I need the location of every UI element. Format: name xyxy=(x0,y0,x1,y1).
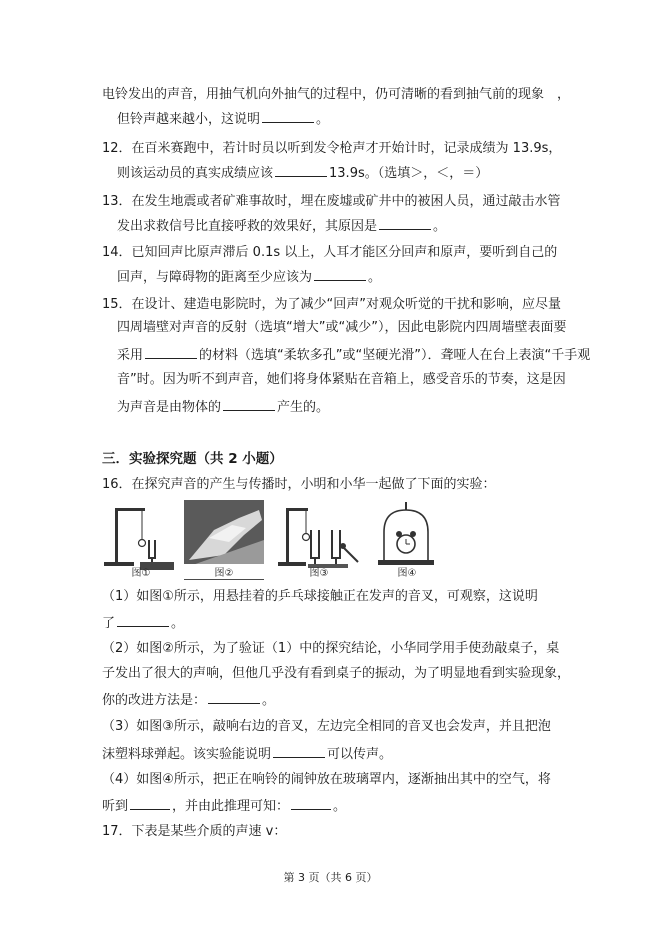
answer-blank[interactable] xyxy=(273,745,325,758)
answer-blank[interactable] xyxy=(130,797,170,810)
answer-blank[interactable] xyxy=(262,110,314,123)
answer-blank[interactable] xyxy=(275,164,327,177)
answer-blank[interactable] xyxy=(208,691,260,704)
q17-stem: 17．下表是某些介质的声速 v： xyxy=(102,824,287,839)
q15-line-5: 为声音是由物体的 产生的。 xyxy=(117,400,330,415)
answer-blank[interactable] xyxy=(379,217,431,230)
q16-part2-line-2: 子发出了很大的声响，但他几乎没有看到桌子的振动，为了明显地看到实验现象， xyxy=(102,666,571,681)
q16-part4-line-1: （4）如图④所示，把正在响铃的闹钟放在玻璃罩内，逐渐抽出其中的空气，将 xyxy=(102,772,551,787)
answer-blank[interactable] xyxy=(145,346,197,359)
q14-line-2: 回声，与障碍物的距离至少应该为 。 xyxy=(117,270,382,285)
answer-blank[interactable] xyxy=(117,614,169,627)
q13-line-2: 发出求救信号比直接呼救的效果好，其原因是 。 xyxy=(117,219,447,234)
answer-blank[interactable] xyxy=(314,268,366,281)
q16-part3-line-1: （3）如图③所示，敲响右边的音叉，左边完全相同的音叉也会发声，并且把泡 xyxy=(102,719,551,734)
q16-stem: 16．在探究声音的产生与传播时，小明和小华一起做了下面的实验： xyxy=(102,477,496,492)
figure-4 xyxy=(372,500,442,580)
figure-1 xyxy=(102,500,180,580)
q11-line-1: 电铃发出的声音，用抽气机向外抽气的过程中，仍可清晰的看到抽气前的现象 ， xyxy=(102,87,571,102)
q16-part2-line-3: 你的改进方法是： 。 xyxy=(102,693,276,708)
q15-line-2: 四周墙壁对声音的反射（选填“增大”或“减少”），因此电影院内四周墙壁表面要 xyxy=(117,320,567,335)
hand-striking-table-icon xyxy=(184,500,264,568)
figure-3 xyxy=(274,500,364,580)
q16-part1-line-1: （1）如图①所示，用悬挂着的乒乓球接触正在发声的音叉，可观察，这说明 xyxy=(102,589,538,604)
q16-part2-line-1: （2）如图②所示，为了验证（1）中的探究结论，小华同学用手使劲敲桌子，桌 xyxy=(102,641,560,656)
section-heading: 三．实验探究题（共 2 小题） xyxy=(102,451,283,467)
figure-4-caption: 图④ xyxy=(397,568,417,579)
figure-2 xyxy=(184,500,264,580)
q16-part3-line-2: 沫塑料球弹起。该实验能说明 可以传声。 xyxy=(102,747,393,762)
answer-blank[interactable] xyxy=(291,797,331,810)
figure-2-caption: 图② xyxy=(184,564,264,579)
experiment-figures xyxy=(102,500,442,580)
q16-part4-line-2: 听到 ，并由此推理可知： 。 xyxy=(102,799,347,814)
q12-line-1: 12．在百米赛跑中，若计时员以听到发令枪声才开始计时，记录成绩为 13.9s， xyxy=(102,141,562,156)
q11-line-2: 但铃声越来越小，这说明 。 xyxy=(117,112,330,127)
answer-blank[interactable] xyxy=(223,398,275,411)
figure-1-caption: 图① xyxy=(131,568,151,579)
figure-3-caption: 图③ xyxy=(309,568,329,579)
q12-line-2: 则该运动员的真实成绩应该 13.9s。（选填＞，＜，＝） xyxy=(117,166,489,181)
q15-line-4: 音”时。因为听不到声音，她们将身体紧贴在音箱上，感受音乐的节奏，这是因 xyxy=(117,372,566,387)
q15-line-3: 采用 的材料（选填“柔软多孔”或“坚硬光滑”）．聋哑人在台上表演“千手观 xyxy=(117,348,591,363)
q15-line-1: 15．在设计、建造电影院时，为了减少“回声”对观众听觉的干扰和影响，应尽量 xyxy=(102,297,562,312)
q14-line-1: 14．已知回声比原声滞后 0.1s 以上，人耳才能区分回声和原声，要听到自己的 xyxy=(102,245,558,260)
page-footer: 第 3 页（共 6 页） xyxy=(283,871,378,884)
q13-line-1: 13．在发生地震或者矿难事故时，埋在废墟或矿井中的被困人员，通过敲击水管 xyxy=(102,194,561,209)
q16-part1-line-2: 了 。 xyxy=(102,616,185,631)
